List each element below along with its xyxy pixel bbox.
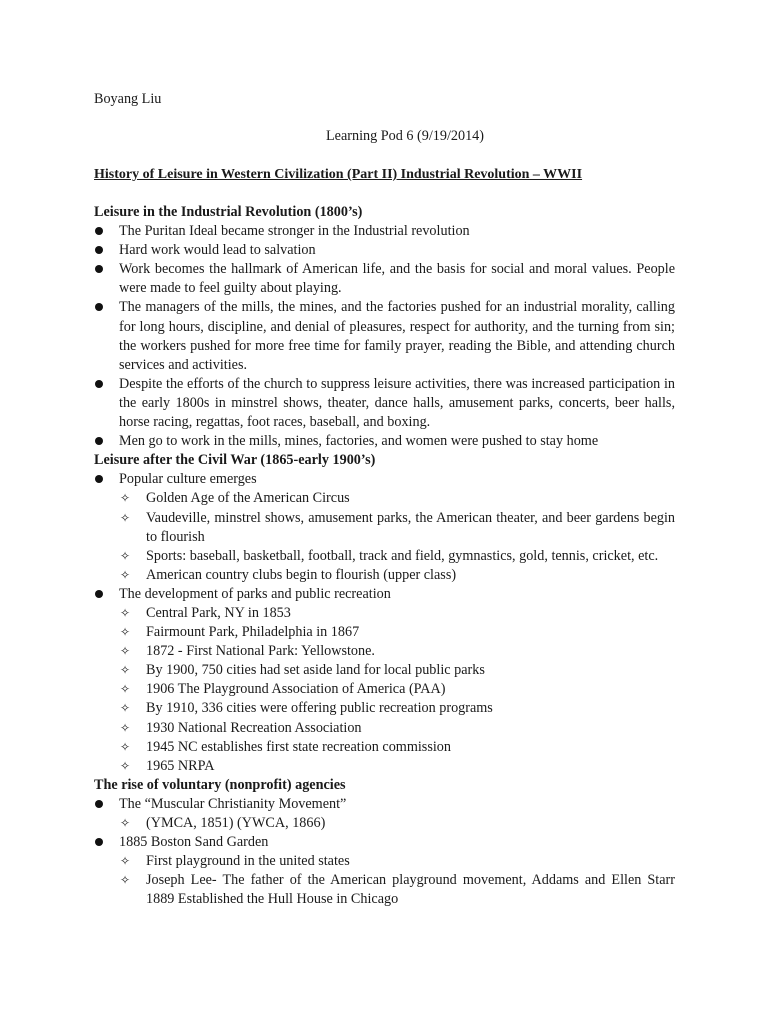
four-point-star-bullet-icon: ✧	[120, 644, 131, 659]
sub-bullet-text: 1872 - First National Park: Yellowstone.	[146, 643, 375, 660]
filled-circle-bullet-icon	[95, 800, 103, 808]
bullet-text: 1885 Boston Sand Garden	[119, 834, 269, 851]
four-point-star-bullet-icon: ✧	[120, 873, 131, 888]
sub-bullet-text: Vaudeville, minstrel shows, amusement parks, the American theater, and beer gardens begin to flourish	[146, 509, 675, 545]
filled-circle-bullet-icon	[95, 303, 103, 311]
bullet-text: The development of parks and public recreation	[119, 585, 391, 602]
four-point-star-bullet-icon: ✧	[120, 567, 131, 582]
sub-bullet-text: Golden Age of the American Circus	[146, 490, 350, 507]
sub-bullet-item	[94, 738, 675, 757]
sub-bullet-item	[94, 699, 675, 718]
bullet-item	[94, 260, 675, 298]
sub-bullet-item	[94, 757, 675, 776]
sub-bullet-item	[94, 566, 675, 585]
sub-bullet-item	[94, 547, 675, 566]
bullet-text: The managers of the mills, the mines, and the factories pushed for an industrial morality, calling for long hours, discipline, and denial of pleasures, respect for authority, and the turning from sin; the workers pushed for more free time for family prayer, reading the Bible, and attending church services and activities.	[119, 299, 675, 373]
sub-bullet-item	[94, 509, 675, 547]
section-heading: Leisure in the Industrial Revolution (1800’s)	[94, 204, 363, 220]
bullet-item	[94, 833, 675, 852]
sub-bullet-text: 1930 National Recreation Association	[146, 719, 362, 736]
pod-date-line: Learning Pod 6 (9/19/2014)	[325, 128, 484, 144]
sub-bullet-text: American country clubs begin to flourish (upper class)	[146, 566, 457, 583]
bullet-item	[94, 585, 675, 604]
bullet-item	[94, 222, 675, 241]
four-point-star-bullet-icon: ✧	[120, 625, 131, 640]
filled-circle-bullet-icon	[95, 838, 103, 846]
sub-bullet-item	[94, 871, 675, 909]
bullet-item	[94, 375, 675, 432]
sub-bullet-text: By 1910, 336 cities were offering public recreation programs	[146, 700, 493, 717]
four-point-star-bullet-icon: ✧	[120, 682, 131, 697]
bullet-item	[94, 298, 675, 374]
filled-circle-bullet-icon	[95, 265, 103, 273]
filled-circle-bullet-icon	[95, 437, 103, 445]
sub-bullet-item	[94, 604, 675, 623]
four-point-star-bullet-icon: ✧	[120, 739, 131, 754]
sub-bullet-text: Central Park, NY in 1853	[146, 604, 291, 621]
sub-bullet-item	[94, 642, 675, 661]
four-point-star-bullet-icon: ✧	[120, 510, 131, 525]
bullet-item	[94, 470, 675, 489]
filled-circle-bullet-icon	[95, 380, 103, 388]
four-point-star-bullet-icon: ✧	[120, 854, 131, 869]
section-heading: Leisure after the Civil War (1865-early 1900’s)	[94, 452, 376, 469]
four-point-star-bullet-icon: ✧	[120, 605, 131, 620]
sub-bullet-text: Sports: baseball, basketball, football, track and field, gymnastics, gold, tennis, cricket, etc.	[146, 547, 659, 564]
sub-bullet-item	[94, 661, 675, 680]
document-body	[94, 203, 675, 909]
bullet-text: The Puritan Ideal became stronger in the Industrial revolution	[119, 223, 470, 240]
author-name: Boyang Liu	[94, 91, 162, 107]
sub-bullet-item	[94, 489, 675, 508]
filled-circle-bullet-icon	[95, 227, 103, 235]
sub-bullet-text: 1945 NC establishes first state recreation commission	[146, 738, 451, 755]
sub-bullet-item	[94, 852, 675, 871]
bullet-text: The “Muscular Christianity Movement”	[119, 795, 347, 812]
sub-bullet-item	[94, 719, 675, 738]
four-point-star-bullet-icon: ✧	[120, 816, 131, 830]
bullet-item	[94, 241, 675, 260]
bullet-item	[94, 795, 675, 814]
sub-bullet-text: (YMCA, 1851) (YWCA, 1866)	[146, 815, 326, 831]
sub-bullet-text: Joseph Lee- The father of the American playground movement, Addams and Ellen Starr 1889 Established the Hull House in Chicago	[146, 872, 675, 908]
sub-bullet-item	[94, 814, 675, 833]
bullet-item	[94, 432, 675, 451]
four-point-star-bullet-icon: ✧	[120, 720, 131, 735]
bullet-text: Popular culture emerges	[119, 471, 257, 488]
sub-bullet-text: First playground in the united states	[146, 853, 350, 870]
bullet-text: Work becomes the hallmark of American life, and the basis for social and moral values. People were made to feel guilty about playing.	[119, 261, 675, 297]
sub-bullet-text: By 1900, 750 cities had set aside land for local public parks	[146, 662, 485, 679]
filled-circle-bullet-icon	[95, 246, 103, 254]
filled-circle-bullet-icon	[95, 590, 103, 598]
section-heading: The rise of voluntary (nonprofit) agencies	[94, 776, 346, 793]
sub-bullet-text: 1906 The Playground Association of America (PAA)	[146, 681, 446, 698]
bullet-text: Despite the efforts of the church to suppress leisure activities, there was increased participation in the early 1800s in minstrel shows, theater, dance halls, amusement parks, concerts, beer halls, horse racing, regattas, foot races, baseball, and boxing.	[119, 375, 675, 431]
sub-bullet-item	[94, 623, 675, 642]
document-title: History of Leisure in Western Civilization (Part II) Industrial Revolution – WWII	[94, 167, 583, 182]
sub-bullet-text: 1965 NRPA	[146, 757, 215, 774]
four-point-star-bullet-icon: ✧	[120, 491, 131, 506]
four-point-star-bullet-icon: ✧	[120, 663, 131, 678]
bullet-text: Men go to work in the mills, mines, factories, and women were pushed to stay home	[119, 433, 599, 450]
filled-circle-bullet-icon	[95, 475, 103, 483]
bullet-text: Hard work would lead to salvation	[119, 242, 316, 259]
four-point-star-bullet-icon: ✧	[120, 548, 131, 563]
four-point-star-bullet-icon: ✧	[120, 701, 131, 716]
sub-bullet-text: Fairmount Park, Philadelphia in 1867	[146, 624, 360, 641]
sub-bullet-item	[94, 680, 675, 699]
four-point-star-bullet-icon: ✧	[120, 758, 131, 773]
